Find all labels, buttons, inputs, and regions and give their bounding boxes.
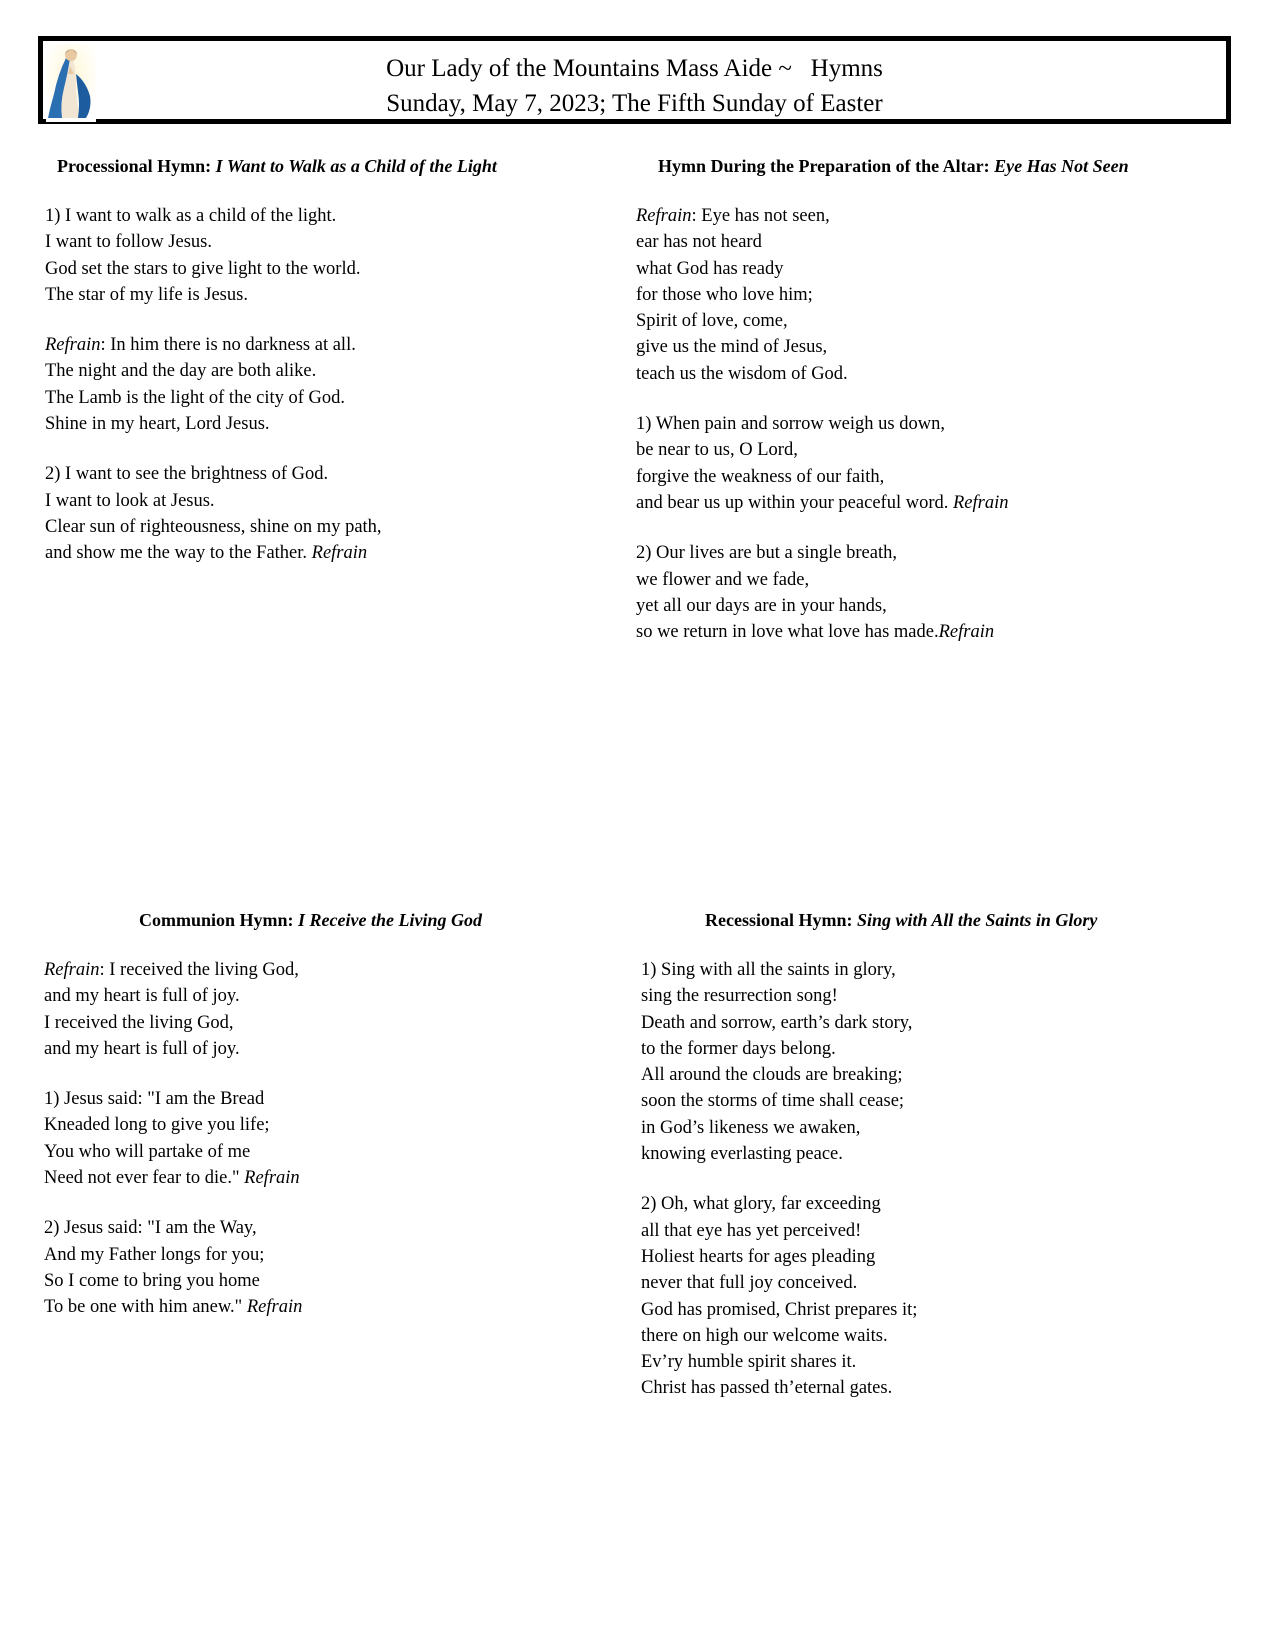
lyric-text: and bear us up within your peaceful word. [636,492,953,513]
refrain-cue: Refrain [311,543,368,564]
lyric-line [636,256,1236,282]
lyric-line [641,1375,1241,1401]
recessional-hymn [641,907,1241,1402]
lyric-text: Shine in my heart, Lord Jesus. [45,414,270,435]
refrain-cue: Refrain [246,1297,303,1318]
communion-hymn [44,907,604,1321]
hymn-heading [139,907,604,933]
lyric-text: and show me the way to the Father. [45,543,312,564]
lyric-text: and my heart is full of joy. [44,986,240,1007]
lyric-text: ear has not heard [636,232,762,253]
lyric-text: soon the storms of time shall cease; [641,1091,905,1112]
lyric-text: for those who love him; [636,284,813,305]
lyric-text: to the former days belong. [641,1038,836,1059]
lyric-line [636,540,1236,566]
stanza [636,540,1236,645]
lyric-text: God set the stars to give light to the world. [45,258,361,279]
lyric-text: Need not ever fear to die." [44,1168,245,1189]
lyric-line [45,514,605,540]
lyric-text: : I received the living God, [99,960,299,980]
lyric-text: 2) Jesus said: "I am the Way, [44,1218,257,1239]
lyric-text: 1) Sing with all the saints in glory, [641,960,896,980]
lyric-text: Death and sorrow, earth’s dark story, [641,1012,913,1033]
lyric-line [641,1323,1241,1349]
stanza [641,1191,1241,1401]
lyric-line [641,957,1241,983]
refrain-cue: Refrain [244,1168,300,1189]
lyric-text: we flower and we fade, [636,569,810,590]
lyric-line [44,1010,604,1036]
lyric-text: All around the clouds are breaking; [641,1065,903,1086]
lyric-text: give us the mind of Jesus, [636,337,828,358]
lyric-text: So I come to bring you home [44,1270,260,1291]
lyric-line [636,361,1236,387]
lyric-text: yet all our days are in your hands, [636,595,887,616]
lyric-text: And my Father longs for you; [44,1244,265,1265]
lyric-text: I want to follow Jesus. [45,232,212,253]
lyric-text: : Eye has not seen, [691,206,830,226]
lyric-line [44,1215,604,1241]
lyric-text: knowing everlasting peace. [641,1144,843,1165]
hymn-title: Sing with All the Saints in Glory [857,910,1098,930]
lyric-text: what God has ready [636,258,784,279]
processional-hymn [45,153,605,567]
lyric-line [636,437,1236,463]
header-box [38,36,1231,124]
lyric-line [45,411,605,437]
lyric-line [641,1270,1241,1296]
lyric-line [641,1191,1241,1217]
lyric-line [636,567,1236,593]
lyric-line [44,1036,604,1062]
lyric-text: The night and the day are both alike. [45,361,317,382]
hymn-heading [57,153,605,179]
lyric-text: so we return in love what love has made. [636,622,939,643]
hymn-title: I Receive the Living God [298,910,482,930]
stanza [44,957,604,1062]
stanza [641,957,1241,1167]
hymn-title: Eye Has Not Seen [994,156,1129,176]
lyric-line [641,1297,1241,1323]
stanza [45,461,605,566]
stanza [45,203,605,308]
lyric-text: 1) Jesus said: "I am the Bread [44,1089,265,1110]
hymn-label: Processional Hymn: [57,156,216,176]
hymn-title: I Want to Walk as a Child of the Light [215,156,497,176]
hymn-heading [705,907,1241,933]
lyric-line [641,1141,1241,1167]
lyric-line [636,593,1236,619]
lyric-text: The star of my life is Jesus. [45,284,248,305]
lyric-line [641,1010,1241,1036]
hymn-label: Hymn During the Preparation of the Altar: [658,156,995,176]
lyric-line [45,358,605,384]
stanza [636,203,1236,387]
lyric-text: there on high our welcome waits. [641,1325,888,1346]
lyric-text: 2) Oh, what glory, far exceeding [641,1194,881,1215]
preparation-hymn [636,153,1236,645]
lyric-text: You who will partake of me [44,1141,251,1162]
lyric-line [44,1112,604,1138]
lyric-line [45,203,605,229]
lyric-text: Christ has passed th’eternal gates. [641,1378,893,1399]
hymn-heading [658,153,1236,179]
lyric-text: I want to look at Jesus. [45,490,215,511]
lyric-text: teach us the wisdom of God. [636,363,848,384]
lyric-line [641,1244,1241,1270]
lyric-line [636,411,1236,437]
lyric-line [44,1294,604,1320]
stanza [45,332,605,437]
lyric-line [641,983,1241,1009]
lyric-line [636,619,1236,645]
lyric-line [641,1115,1241,1141]
lyric-line [45,332,605,358]
page-title-line-1: Our Lady of the Mountains Mass Aide ~ Hymns [386,55,883,82]
lyric-text: Spirit of love, come, [636,311,788,332]
lyric-line [45,282,605,308]
stanza [44,1086,604,1191]
lyric-line [45,540,605,566]
lyric-text: and my heart is full of joy. [44,1038,240,1059]
lyric-line [45,256,605,282]
lyric-text: God has promised, Christ prepares it; [641,1299,918,1320]
hymn-label: Communion Hymn: [139,910,299,930]
lyric-line [44,1242,604,1268]
refrain-cue: Refrain [938,622,995,643]
lyric-text: in God’s likeness we awaken, [641,1117,861,1138]
lyric-line [641,1036,1241,1062]
lyric-line [636,464,1236,490]
lyric-text: never that full joy conceived. [641,1273,858,1294]
refrain-label: Refrain [636,206,692,226]
lyric-text: be near to us, O Lord, [636,440,798,461]
lyric-line [641,1062,1241,1088]
lyric-line [45,229,605,255]
lyric-text: : In him there is no darkness at all. [100,335,356,356]
refrain-label: Refrain [44,960,100,980]
lyric-text: 1) When pain and sorrow weigh us down, [636,414,945,435]
lyric-text: Clear sun of righteousness, shine on my path, [45,516,382,537]
lyric-line [44,1086,604,1112]
refrain-cue: Refrain [952,492,1009,513]
lyric-text: all that eye has yet perceived! [641,1220,862,1241]
stanza [636,411,1236,516]
lyric-text: Ev’ry humble spirit shares it. [641,1352,857,1373]
page-title [43,51,1226,121]
lyric-text: 2) I want to see the brightness of God. [45,464,329,485]
lyric-line [636,334,1236,360]
lyric-text: To be one with him anew." [44,1297,247,1318]
lyric-line [636,308,1236,334]
lyric-text: sing the resurrection song! [641,986,838,1007]
refrain-label: Refrain [45,335,101,356]
lyric-line [45,461,605,487]
lyric-text: 2) Our lives are but a single breath, [636,543,897,564]
lyric-text: forgive the weakness of our faith, [636,466,885,487]
lyric-text: I received the living God, [44,1012,234,1033]
lyric-line [641,1088,1241,1114]
lyric-line [636,282,1236,308]
lyric-line [44,1268,604,1294]
lyric-text: The Lamb is the light of the city of God. [45,387,346,408]
lyric-line [44,957,604,983]
lyric-line [636,490,1236,516]
lyric-line [44,1139,604,1165]
lyric-line [44,983,604,1009]
lyric-line [641,1218,1241,1244]
lyric-line [636,203,1236,229]
lyric-line [636,229,1236,255]
page-title-line-2: Sunday, May 7, 2023; The Fifth Sunday of Easter [386,90,883,117]
stanza [44,1215,604,1320]
hymn-label: Recessional Hymn: [705,910,857,930]
lyric-line [45,488,605,514]
lyric-text: 1) I want to walk as a child of the light. [45,206,337,226]
lyric-text: Kneaded long to give you life; [44,1115,270,1136]
lyric-line [45,385,605,411]
lyric-line [641,1349,1241,1375]
lyric-text: Holiest hearts for ages pleading [641,1246,876,1267]
lyric-line [44,1165,604,1191]
